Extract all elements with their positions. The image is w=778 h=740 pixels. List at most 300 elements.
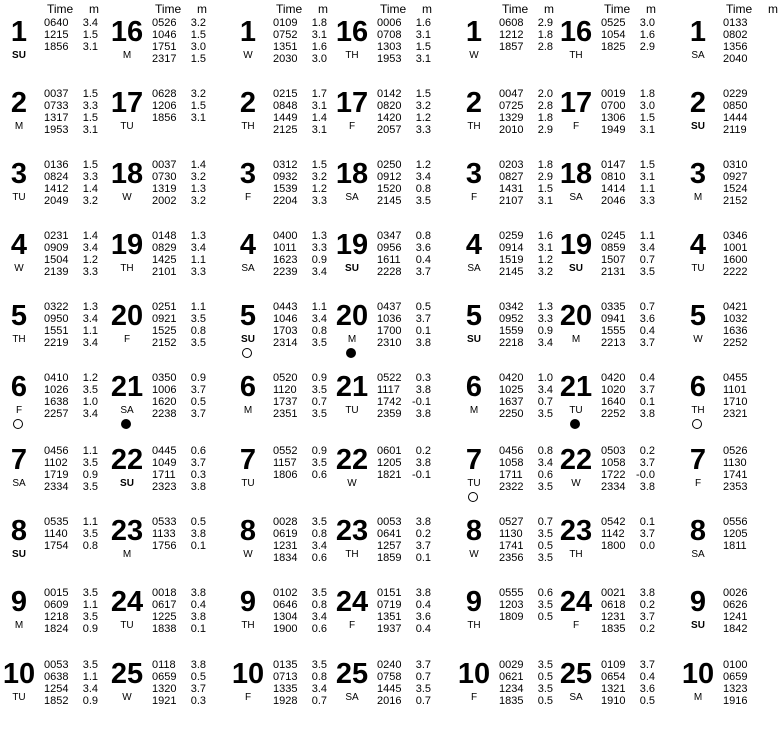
tide-height: 3.5 — [639, 266, 655, 278]
tide-row — [499, 159, 553, 171]
tide-row — [152, 17, 206, 29]
tide-row — [723, 230, 777, 242]
tide-time: 0909 — [44, 242, 69, 254]
tide-time: 1842 — [723, 623, 748, 635]
tide-time: 0956 — [377, 242, 402, 254]
day-of-week: F — [348, 620, 356, 631]
tide-height: 3.8 — [190, 611, 206, 623]
tide-height: 3.3 — [82, 266, 98, 278]
day-number: 16 — [559, 16, 593, 48]
tide-row — [152, 408, 206, 420]
tide-height: 1.5 — [82, 159, 98, 171]
tide-row — [273, 183, 327, 195]
tide-row — [601, 195, 655, 207]
tide-time: 0437 — [377, 301, 402, 313]
tide-row — [499, 29, 553, 41]
day-number: 3 — [689, 158, 707, 190]
day-of-week: SA — [120, 405, 134, 416]
tide-row — [44, 242, 98, 254]
tide-time: 1525 — [152, 325, 177, 337]
full-moon-icon — [242, 348, 252, 358]
tide-row — [152, 611, 206, 623]
day-number: 22 — [335, 444, 369, 476]
tide-time: 1320 — [152, 683, 177, 695]
tide-time: 0006 — [377, 17, 402, 29]
header-time-label: Time — [502, 2, 529, 16]
tide-time: 1329 — [499, 112, 524, 124]
tide-row — [273, 469, 327, 481]
tide-row — [152, 587, 206, 599]
tide-time: 2257 — [44, 408, 69, 420]
tide-row — [44, 384, 98, 396]
tide-time: 0142 — [377, 88, 402, 100]
tide-time: 0347 — [377, 230, 402, 242]
tide-time: 1101 — [723, 384, 747, 396]
tide-height: 3.5 — [537, 599, 553, 611]
tide-time: 0350 — [152, 372, 177, 384]
full-moon-icon — [692, 419, 702, 429]
tide-time: 1636 — [723, 325, 748, 337]
tide-row — [273, 29, 327, 41]
header-height-label: m — [318, 2, 328, 16]
tide-time: 0646 — [273, 599, 298, 611]
tide-height: 1.6 — [537, 230, 553, 242]
tide-row — [273, 659, 327, 671]
tide-height: 3.8 — [415, 516, 431, 528]
tide-height: 1.7 — [311, 88, 327, 100]
tide-time: 0619 — [273, 528, 298, 540]
tide-height: 3.5 — [415, 195, 431, 207]
day-of-week: SA — [691, 549, 705, 560]
day-of-week: TU — [345, 405, 359, 416]
tide-time: 1218 — [44, 611, 69, 623]
tide-row — [499, 396, 553, 408]
tide-row — [377, 445, 431, 457]
tide-row — [377, 337, 431, 349]
tide-height: 1.5 — [639, 112, 655, 124]
tide-row — [601, 254, 655, 266]
tide-height: 0.4 — [415, 254, 431, 266]
tide-row — [723, 599, 777, 611]
tide-row — [273, 587, 327, 599]
tide-time: 1524 — [723, 183, 748, 195]
tide-height: 0.4 — [415, 599, 431, 611]
tide-row — [273, 516, 327, 528]
tide-time: 0346 — [723, 230, 748, 242]
tide-time: 1431 — [499, 183, 524, 195]
tide-row — [499, 587, 553, 599]
day-of-week: TH — [241, 121, 255, 132]
tide-row — [723, 671, 777, 683]
full-moon-icon — [13, 419, 23, 429]
tide-height: 3.4 — [82, 313, 98, 325]
tide-time: 1742 — [377, 396, 402, 408]
tide-time: 0028 — [273, 516, 298, 528]
tide-row — [601, 659, 655, 671]
tide-height: 1.1 — [82, 445, 98, 457]
tide-height: 1.2 — [537, 254, 553, 266]
day-of-week: M — [693, 692, 703, 703]
tide-height: 3.0 — [639, 100, 655, 112]
day-number: 9 — [689, 586, 707, 618]
tide-row — [273, 552, 327, 564]
tide-row — [723, 623, 777, 635]
tide-height: 0.6 — [190, 445, 206, 457]
tide-row — [601, 516, 655, 528]
tide-height: 0.5 — [537, 540, 553, 552]
tide-row — [44, 611, 98, 623]
tide-time: 1420 — [377, 112, 402, 124]
tide-height: 1.2 — [82, 254, 98, 266]
tide-time: 0421 — [723, 301, 748, 313]
tide-row — [601, 623, 655, 635]
tide-time: 1638 — [44, 396, 69, 408]
tide-time: 1225 — [152, 611, 177, 623]
tide-row — [273, 372, 327, 384]
tide-time: 1539 — [273, 183, 298, 195]
day-of-week: M — [693, 192, 703, 203]
tide-time: 1449 — [273, 112, 298, 124]
day-number: 9 — [239, 586, 257, 618]
day-of-week: SU — [691, 620, 705, 631]
tide-row — [377, 396, 431, 408]
header-height-label: m — [422, 2, 432, 16]
tide-time: 1856 — [152, 112, 177, 124]
tide-height: 3.5 — [82, 481, 98, 493]
day-number: 19 — [559, 229, 593, 261]
tide-time: 0850 — [723, 100, 748, 112]
tide-row — [273, 683, 327, 695]
tide-row — [44, 445, 98, 457]
tide-row — [152, 183, 206, 195]
day-of-week: M — [347, 334, 357, 345]
tide-time: 2359 — [377, 408, 402, 420]
tide-row — [499, 112, 553, 124]
tide-height: 0.9 — [537, 325, 553, 337]
header-height-label: m — [768, 2, 778, 16]
tide-row — [723, 587, 777, 599]
tide-time: 0526 — [723, 445, 748, 457]
tide-row — [273, 671, 327, 683]
day-number: 25 — [559, 658, 593, 690]
tide-height: 0.5 — [190, 671, 206, 683]
tide-height: 0.6 — [311, 552, 327, 564]
tide-row — [377, 254, 431, 266]
tide-time: 1321 — [601, 683, 626, 695]
tide-height: 0.1 — [639, 516, 655, 528]
tide-height: 0.9 — [311, 445, 327, 457]
tide-row — [377, 671, 431, 683]
tide-time: 1519 — [499, 254, 524, 266]
tide-row — [723, 528, 777, 540]
day-of-week: W — [693, 334, 703, 345]
tide-height: 0.2 — [639, 445, 655, 457]
tide-time: 2119 — [723, 124, 747, 136]
tide-row — [44, 516, 98, 528]
tide-row — [499, 124, 553, 136]
tide-height: 1.8 — [537, 159, 553, 171]
tide-time: 0420 — [601, 372, 626, 384]
tide-height: 0.9 — [311, 372, 327, 384]
tide-height: 0.2 — [639, 623, 655, 635]
tide-row — [44, 481, 98, 493]
tide-time: 1900 — [273, 623, 298, 635]
tide-time: 1640 — [601, 396, 626, 408]
tide-row — [273, 445, 327, 457]
tide-height: 3.5 — [537, 659, 553, 671]
tide-height: 1.3 — [537, 301, 553, 313]
tide-height: 0.2 — [415, 528, 431, 540]
tide-row — [44, 671, 98, 683]
tide-time: 0522 — [377, 372, 402, 384]
tide-height: 1.1 — [639, 183, 655, 195]
tide-height: 3.5 — [311, 408, 327, 420]
tide-height: 1.2 — [82, 372, 98, 384]
tide-row — [601, 159, 655, 171]
tide-height: 3.6 — [415, 611, 431, 623]
day-number: 4 — [689, 229, 707, 261]
tide-height: 3.8 — [190, 587, 206, 599]
tide-time: 1834 — [273, 552, 298, 564]
tide-time: 0848 — [273, 100, 298, 112]
tide-height: -0.1 — [412, 469, 431, 481]
tide-row — [152, 528, 206, 540]
tide-row — [723, 254, 777, 266]
day-number: 10 — [231, 658, 265, 690]
tide-row — [44, 254, 98, 266]
tide-row — [499, 242, 553, 254]
tide-height: 1.2 — [415, 159, 431, 171]
tide-time: 0455 — [723, 372, 748, 384]
tide-row — [601, 325, 655, 337]
day-of-week: SA — [241, 263, 255, 274]
tide-row — [152, 195, 206, 207]
tide-row — [273, 599, 327, 611]
tide-time: 1058 — [601, 457, 626, 469]
day-of-week: SA — [12, 478, 26, 489]
tide-row — [152, 384, 206, 396]
day-number: 24 — [335, 586, 369, 618]
tide-height: 0.5 — [190, 516, 206, 528]
tide-row — [44, 396, 98, 408]
tide-height: 0.8 — [311, 528, 327, 540]
tide-time: 1821 — [377, 469, 402, 481]
tide-row — [723, 469, 777, 481]
tide-time: 2204 — [273, 195, 298, 207]
tide-time: 0151 — [377, 587, 402, 599]
tide-height: 3.7 — [639, 528, 655, 540]
tide-row — [152, 457, 206, 469]
day-number: 8 — [689, 515, 707, 547]
tide-time: 1036 — [377, 313, 402, 325]
tide-time: 2310 — [377, 337, 402, 349]
tide-time: 1444 — [723, 112, 748, 124]
tide-row — [723, 611, 777, 623]
tide-time: 2228 — [377, 266, 402, 278]
tide-height: 0.5 — [537, 611, 553, 623]
tide-time: 1921 — [152, 695, 177, 707]
tide-row — [499, 659, 553, 671]
day-of-week: SU — [120, 478, 134, 489]
day-number: 2 — [239, 87, 257, 119]
tide-row — [44, 337, 98, 349]
tide-time: 0456 — [499, 445, 524, 457]
header-time-label: Time — [604, 2, 631, 16]
tide-row — [273, 313, 327, 325]
header-height-label: m — [197, 2, 207, 16]
day-number: 3 — [10, 158, 28, 190]
tide-time: 1852 — [44, 695, 69, 707]
day-number: 6 — [239, 371, 257, 403]
day-number: 18 — [559, 158, 593, 190]
tide-height: 3.4 — [311, 611, 327, 623]
tide-height: 0.7 — [311, 396, 327, 408]
tide-row — [152, 516, 206, 528]
tide-height: 0.8 — [311, 599, 327, 611]
tide-row — [377, 325, 431, 337]
tide-time: 0456 — [44, 445, 69, 457]
day-number: 3 — [465, 158, 483, 190]
day-of-week: SU — [12, 50, 26, 61]
tide-row — [44, 124, 98, 136]
day-number: 17 — [559, 87, 593, 119]
tide-row — [723, 408, 777, 420]
tide-row — [723, 540, 777, 552]
tide-time: 2152 — [152, 337, 177, 349]
tide-row — [499, 313, 553, 325]
tide-row — [377, 301, 431, 313]
tide-height: 3.5 — [311, 384, 327, 396]
tide-row — [152, 29, 206, 41]
tide-time: 0037 — [152, 159, 177, 171]
day-number: 22 — [559, 444, 593, 476]
tide-time: 1425 — [152, 254, 177, 266]
tide-height: 3.4 — [82, 408, 98, 420]
tide-height: 1.1 — [639, 230, 655, 242]
tide-time: 1857 — [499, 41, 524, 53]
tide-time: 2323 — [152, 481, 177, 493]
day-of-week: W — [243, 549, 253, 560]
tide-row — [44, 41, 98, 53]
day-number: 7 — [239, 444, 257, 476]
tide-time: 0109 — [601, 659, 626, 671]
tide-row — [152, 230, 206, 242]
tide-height: 0.8 — [537, 445, 553, 457]
tide-height: 3.0 — [190, 41, 206, 53]
tide-row — [723, 171, 777, 183]
tide-row — [499, 408, 553, 420]
tide-height: 3.2 — [190, 195, 206, 207]
tide-time: 1205 — [377, 457, 402, 469]
tide-height: 3.7 — [639, 611, 655, 623]
tide-row — [273, 337, 327, 349]
tide-time: 1809 — [499, 611, 524, 623]
tide-time: 2334 — [44, 481, 69, 493]
tide-time: 1937 — [377, 623, 402, 635]
tide-height: 3.4 — [311, 266, 327, 278]
day-of-week: SU — [691, 121, 705, 132]
tide-height: 1.5 — [639, 159, 655, 171]
tide-height: 0.1 — [190, 623, 206, 635]
tide-time: 0053 — [44, 659, 69, 671]
tide-row — [499, 611, 553, 623]
tide-row — [723, 29, 777, 41]
day-of-week: TH — [467, 121, 481, 132]
tide-height: 0.4 — [415, 623, 431, 635]
tide-time: 1412 — [44, 183, 69, 195]
tide-time: 0420 — [499, 372, 524, 384]
day-of-week: TU — [569, 405, 583, 416]
tide-row — [499, 372, 553, 384]
day-number: 18 — [110, 158, 144, 190]
tide-row — [499, 695, 553, 707]
tide-row — [723, 195, 777, 207]
tide-row — [601, 29, 655, 41]
tide-height: 1.5 — [311, 159, 327, 171]
tide-row — [273, 396, 327, 408]
tide-height: 3.0 — [311, 53, 327, 65]
tide-row — [723, 372, 777, 384]
tide-height: 0.9 — [311, 254, 327, 266]
day-number: 16 — [110, 16, 144, 48]
tide-row — [377, 695, 431, 707]
tide-time: 0719 — [377, 599, 402, 611]
tide-time: 1504 — [44, 254, 69, 266]
day-of-week: TH — [691, 405, 705, 416]
tide-row — [499, 88, 553, 100]
day-number: 8 — [465, 515, 483, 547]
day-of-week: TU — [241, 478, 255, 489]
tide-row — [44, 183, 98, 195]
tide-row — [601, 337, 655, 349]
tide-height: 3.5 — [537, 408, 553, 420]
tide-row — [152, 540, 206, 552]
tide-height: 3.1 — [190, 112, 206, 124]
tide-height: 3.8 — [415, 337, 431, 349]
tide-time: 1212 — [499, 29, 524, 41]
tide-row — [723, 516, 777, 528]
tide-height: 0.4 — [639, 671, 655, 683]
tide-time: 2107 — [499, 195, 524, 207]
tide-row — [44, 469, 98, 481]
day-of-week: TH — [345, 50, 359, 61]
tide-height: 3.7 — [415, 659, 431, 671]
tide-time: 0659 — [152, 671, 177, 683]
tide-height: 3.4 — [82, 17, 98, 29]
tide-height: 1.4 — [82, 183, 98, 195]
day-number: 1 — [689, 16, 707, 48]
tide-height: 3.7 — [639, 457, 655, 469]
tide-time: 1317 — [44, 112, 69, 124]
tide-height: 0.6 — [311, 469, 327, 481]
tide-time: 0047 — [499, 88, 524, 100]
tide-time: 1703 — [273, 325, 298, 337]
tide-time: 1600 — [723, 254, 748, 266]
tide-row — [273, 540, 327, 552]
tide-time: 0312 — [273, 159, 298, 171]
tide-time: 0102 — [273, 587, 298, 599]
tide-time: 0310 — [723, 159, 748, 171]
tide-time: 2222 — [723, 266, 748, 278]
tide-height: 3.7 — [415, 313, 431, 325]
tide-row — [44, 325, 98, 337]
tide-row — [377, 112, 431, 124]
tide-row — [44, 195, 98, 207]
tide-row — [377, 100, 431, 112]
tide-time: 0029 — [499, 659, 524, 671]
tide-row — [601, 481, 655, 493]
tide-time: 0542 — [601, 516, 626, 528]
